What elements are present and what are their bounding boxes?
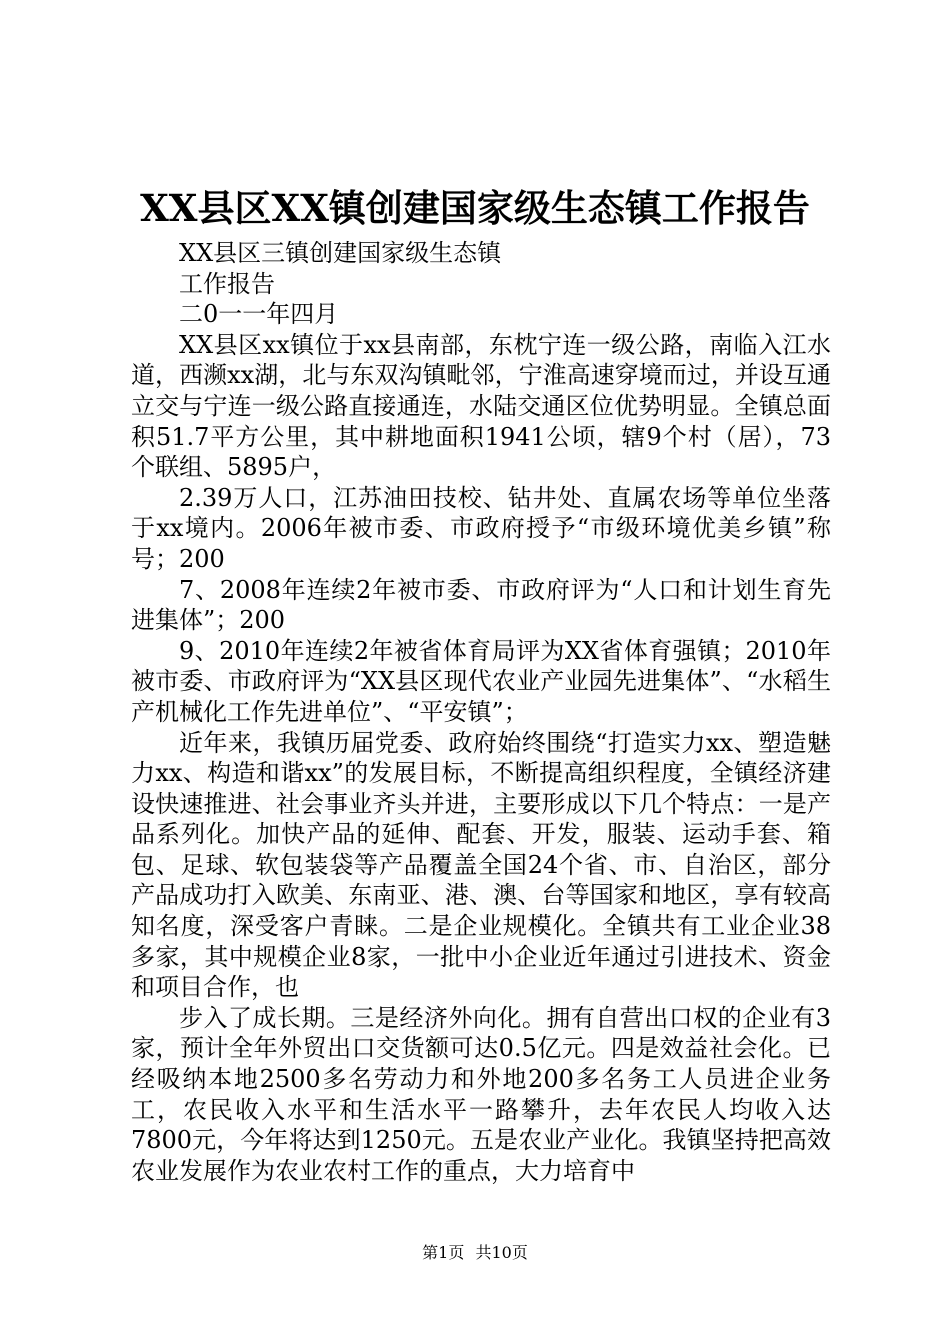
subtitle-line-1: XX县区三镇创建国家级生态镇 <box>179 239 502 267</box>
page-number: 第1页 <box>422 1243 465 1262</box>
paragraph: 7、2008年连续2年被市委、市政府评为“人口和计划生育先进集体”；200 <box>131 575 831 635</box>
page-footer <box>0 1243 950 1263</box>
page-total: 共10页 <box>475 1243 528 1262</box>
date-line: 二0一一年四月 <box>179 300 339 329</box>
paragraph: 2.39万人口，江苏油田技校、钻井处、直属农场等单位坐落于xx境内。2006年被市委、市政府授予“市级环境优美乡镇”称号；200 <box>131 483 831 573</box>
subtitle-line-2: 工作报告 <box>179 269 275 298</box>
paragraph: XX县区xx镇位于xx县南部，东枕宁连一级公路，南临入江水道，西濒xx湖，北与东双沟镇毗邻，宁淮高速穿境而过，并设互通立交与宁连一级公路直接通连，水陆交通区位优势明显。全镇总面积51.7平方公里，其中耕地面积1941公顷，辖9个村（居），73个联组、5895户， <box>131 330 831 482</box>
paragraph: 步入了成长期。三是经济外向化。拥有自营出口权的企业有3家，预计全年外贸出口交货额可达0.5亿元。四是效益社会化。已经吸纳本地2500多名劳动力和外地200多名务工人员进企业务工，农民收入水平和生活水平一路攀升，去年农民人均收入达7800元，今年将达到1250元。五是农业产业化。我镇坚持把高效农业发展作为农业农村工作的重点，大力培育中 <box>131 1003 831 1185</box>
document-body <box>131 238 831 1186</box>
paragraph: 近年来，我镇历届党委、政府始终围绕“打造实力xx、塑造魅力xx、构造和谐xx”的发展目标，不断提高组织程度，全镇经济建设快速推进、社会事业齐头并进，主要形成以下几个特点：一是产品系列化。加快产品的延伸、配套、开发，服装、运动手套、箱包、足球、软包装袋等产品覆盖全国24个省、市、自治区，部分产品成功打入欧美、东南亚、港、澳、台等国家和地区，享有较高知名度，深受客户青睐。二是企业规模化。全镇共有工业企业38多家，其中规模企业8家，一批中小企业近年通过引进技术、资金和项目合作，也 <box>131 728 831 1002</box>
document-title: XX县区XX镇创建国家级生态镇工作报告 <box>140 186 810 230</box>
paragraph: 9、2010年连续2年被省体育局评为XX省体育强镇；2010年被市委、市政府评为“XX县区现代农业产业园先进集体”、“水稻生产机械化工作先进单位”、“平安镇”； <box>131 636 831 726</box>
